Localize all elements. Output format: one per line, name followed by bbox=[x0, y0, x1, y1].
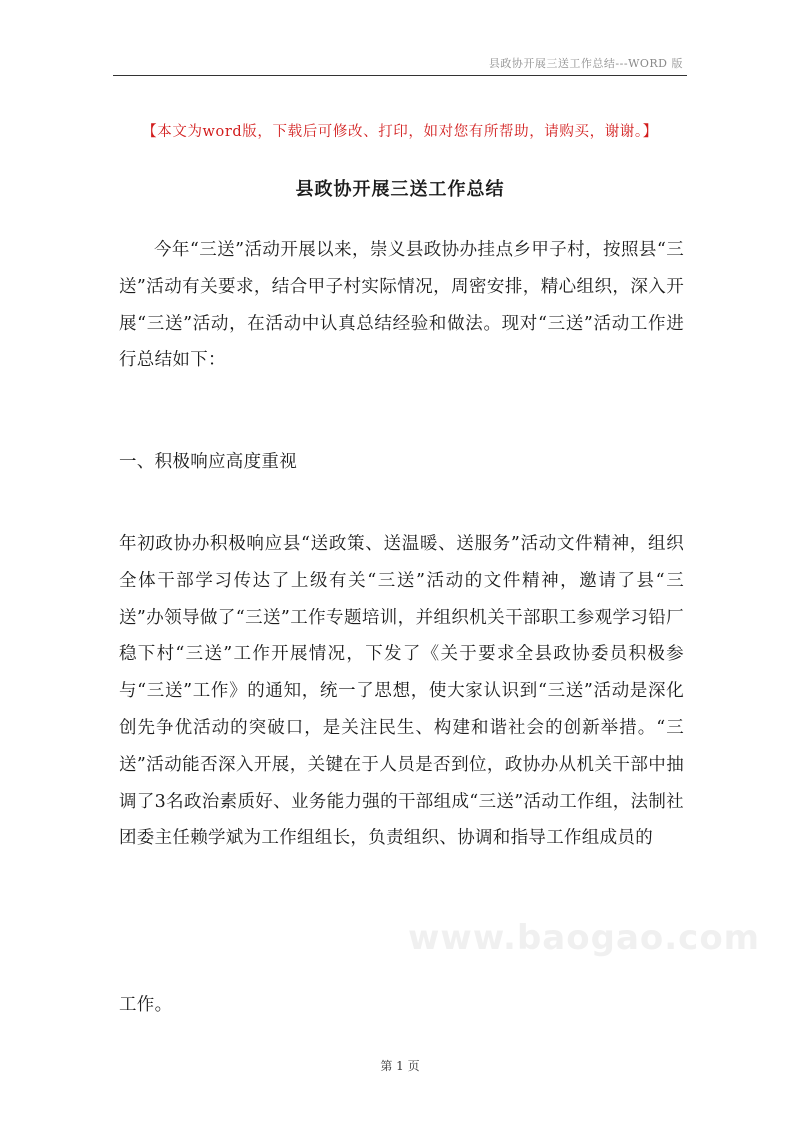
continuation-paragraph: 工作。 bbox=[119, 995, 173, 1015]
section-heading: 一、积极响应高度重视 bbox=[119, 452, 297, 472]
document-title: 县政协开展三送工作总结 bbox=[295, 179, 505, 200]
purchase-notice: 【本文为word版，下载后可修改、打印，如对您有所帮助，请购买，谢谢。】 bbox=[142, 124, 658, 140]
watermark: www.baogao.com bbox=[408, 918, 761, 958]
header-divider bbox=[113, 75, 687, 76]
intro-paragraph: 今年“三送”活动开展以来，崇义县政协办挂点乡甲子村，按照县“三送”活动有关要求，结合甲子村实际情况，周密安排，精心组织，深入开展“三送”活动，在活动中认真总结经验和做法。现对“三送”活动工作进行总结如下： bbox=[119, 240, 684, 371]
page-number: 第 1 页 bbox=[380, 1059, 420, 1073]
running-header: 县政协开展三送工作总结---WORD 版 bbox=[488, 57, 683, 70]
body-paragraph: 年初政协办积极响应县“送政策、送温暖、送服务”活动文件精神，组织全体干部学习传达了上级有关“三送”活动的文件精神，邀请了县“三送”办领导做了“三送”工作专题培训，并组织机关干部职工参观学习铅厂稳下村“三送”工作开展情况，下发了《关于要求全县政协委员积极参与“三送”工作》的通知，统一了思想，使大家认识到“三送”活动是深化创先争优活动的突破口，是关注民生、构建和谐社会的创新举措。“三送”活动能否深入开展，关键在于人员是否到位，政协办从机关干部中抽调了3名政治素质好、业务能力强的干部组成“三送”活动工作组，法制社团委主任赖学斌为工作组组长，负责组织、协调和指导工作组成员的 bbox=[119, 534, 684, 849]
